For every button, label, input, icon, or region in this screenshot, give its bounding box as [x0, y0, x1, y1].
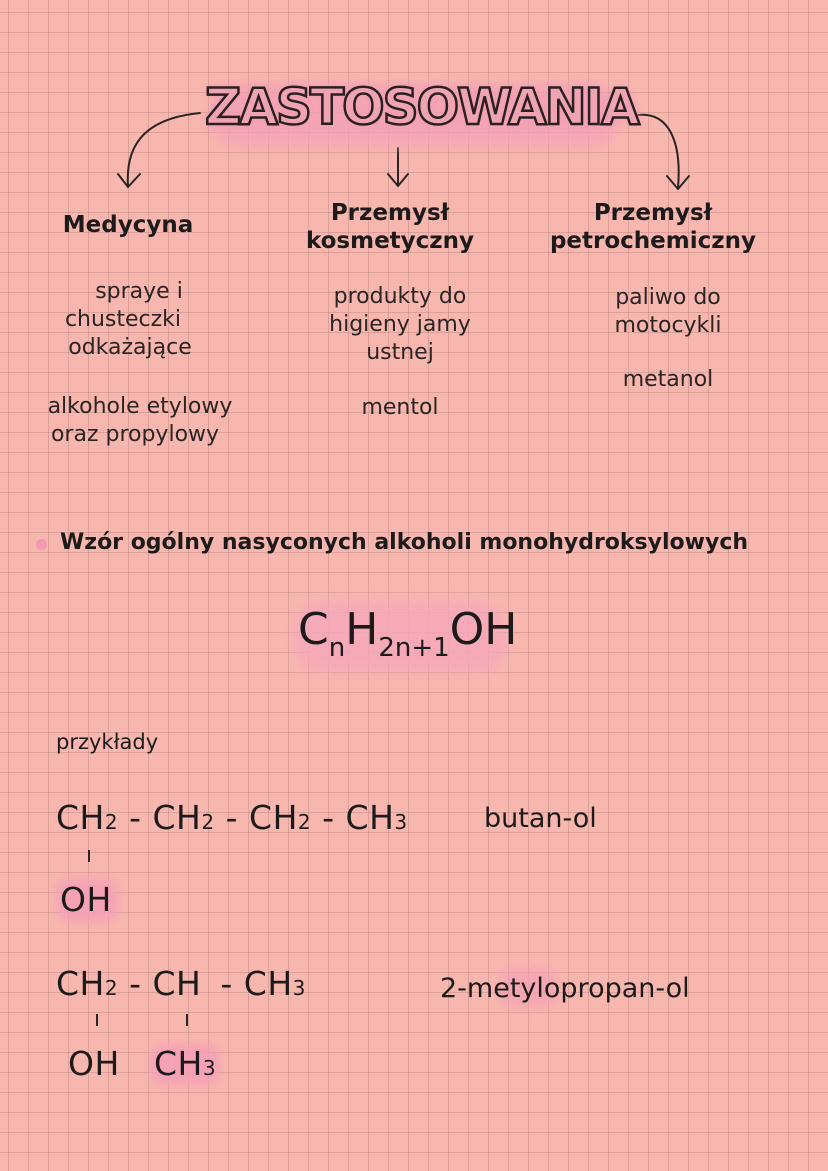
column-medycyna-heading: Medycyna	[62, 212, 194, 238]
column-petrochemiczny-examples: metanol	[622, 367, 714, 392]
column-kosmetyczny-uses: produkty do higieny jamy ustnej	[329, 284, 471, 365]
example2-main-chain: CH2 - CH - CH3	[56, 964, 306, 1003]
examples-label: przykłady	[56, 730, 159, 754]
example1-bond	[88, 850, 90, 862]
page-title: ZASTOSOWANIA	[205, 78, 638, 136]
general-formula: $C_nH_{2n+1}OH$	[298, 604, 518, 663]
column-kosmetyczny-examples: mentol	[361, 395, 439, 420]
column-petrochemiczny-heading: Przemysł petrochemiczny	[549, 200, 757, 254]
arrow-curved-left-icon	[118, 113, 200, 187]
arrow-curved-right-icon	[638, 115, 689, 189]
example2-bond-1	[96, 1014, 98, 1026]
example1-substituent: OH	[60, 880, 112, 919]
column-petrochemiczny-uses: paliwo do motocykli	[614, 285, 722, 338]
formula-label: Wzór ogólny nasyconych alkoholi monohydroksylowych	[60, 530, 749, 555]
example2-substituent-ch3: CH3	[154, 1044, 217, 1083]
example2-name: 2-metylopropan-ol	[440, 973, 690, 1004]
column-medycyna-uses: spraye i chusteczki odkażające	[64, 279, 192, 360]
example2-bond-2	[186, 1014, 188, 1026]
column-medycyna-examples: alkohole etylowy oraz propylowy	[47, 394, 233, 447]
column-kosmetyczny-heading: Przemysł kosmetyczny	[305, 200, 475, 254]
bullet-dot-icon	[36, 539, 47, 550]
arrow-down-icon	[388, 148, 408, 186]
example2-substituent-oh: OH	[68, 1044, 120, 1083]
example1-main-chain: CH2 - CH2 - CH2 - CH3	[56, 798, 408, 837]
example1-name: butan-ol	[484, 803, 597, 834]
